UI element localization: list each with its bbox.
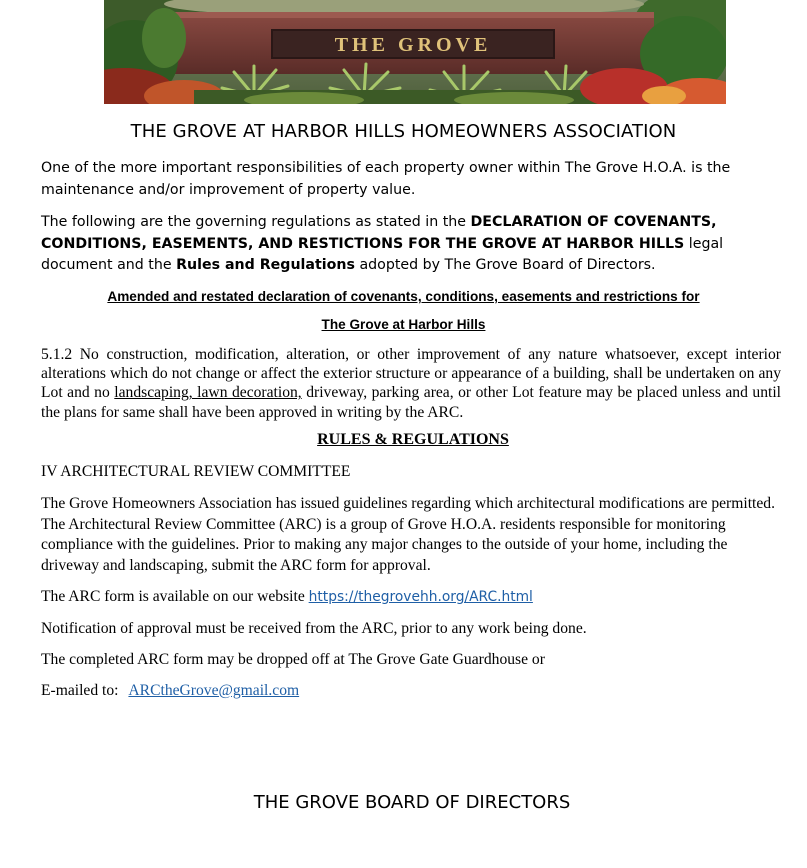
governing-text-2: legal document and the: [41, 235, 724, 274]
clause-underlined-text: landscaping, lawn decoration,: [114, 384, 302, 402]
clause-text-2: driveway, parking area, or other Lot feature may be placed unless and until the plans for same shall have been approved in writing by the ARC.: [41, 384, 782, 421]
governing-regulations-paragraph: [41, 212, 776, 277]
board-signature: THE GROVE BOARD OF DIRECTORS: [253, 792, 571, 813]
rules-regulations-heading: RULES & REGULATIONS: [317, 431, 509, 448]
notification-line: Notification of approval must be received from the ARC, prior to any work being done.: [41, 620, 587, 637]
arc-section-heading: IV ARCHITECTURAL REVIEW COMMITTEE: [41, 463, 351, 480]
arc-email-link[interactable]: ARCtheGrove@gmail.com: [128, 682, 300, 699]
email-line: [41, 681, 781, 700]
governing-text-1: The following are the governing regulations as stated in the: [41, 214, 471, 230]
amended-declaration-heading: Amended and restated declaration of covenants, conditions, easements and restrictions for: [107, 289, 700, 304]
clause-text-1: 5.1.2 No construction, modification, alteration, or other improvement of any nature whatsoever, except interior alterations which do not change or affect the exterior structure or appearance of a building, shall be undertaken on any Lot and no: [41, 346, 781, 402]
clause-5-1-2: [41, 345, 781, 422]
dropoff-line: The completed ARC form may be dropped off at The Grove Gate Guardhouse or: [41, 651, 545, 668]
governing-text-3: adopted by The Grove Board of Directors.: [354, 257, 656, 274]
arc-form-link[interactable]: https://thegrovehh.org/ARC.html: [308, 589, 533, 605]
arc-paragraph: The Grove Homeowners Association has issued guidelines regarding which architectural modifications are permitted. The Architectural Review Committee (ARC) is a group of Grove H.O.A. residents responsible for monitoring compliance with the guidelines. Prior to making any major changes to the outside of your home, including the driveway and landscaping, submit the ARC form for approval.: [41, 495, 775, 574]
amended-declaration-subheading: The Grove at Harbor Hills: [321, 317, 486, 332]
grove-entrance-sign-image: [104, 0, 726, 104]
sign-lettering: THE GROVE: [334, 34, 492, 56]
rules-title: Rules and Regulations: [176, 257, 355, 274]
arc-form-line: [41, 587, 781, 607]
arc-form-text: The ARC form is available on our website: [41, 588, 309, 605]
intro-paragraph: One of the more important responsibilities of each property owner within The Grove H.O.A. is the maintenance and/or improvement of property value.: [41, 160, 731, 198]
page-title: THE GROVE AT HARBOR HILLS HOMEOWNERS ASSOCIATION: [130, 121, 677, 142]
declaration-title: DECLARATION OF COVENANTS, CONDITIONS, EASEMENTS, AND RESTICTIONS FOR THE GROVE AT HARBOR HILLS: [41, 214, 717, 252]
email-label: E-mailed to:: [41, 682, 119, 699]
